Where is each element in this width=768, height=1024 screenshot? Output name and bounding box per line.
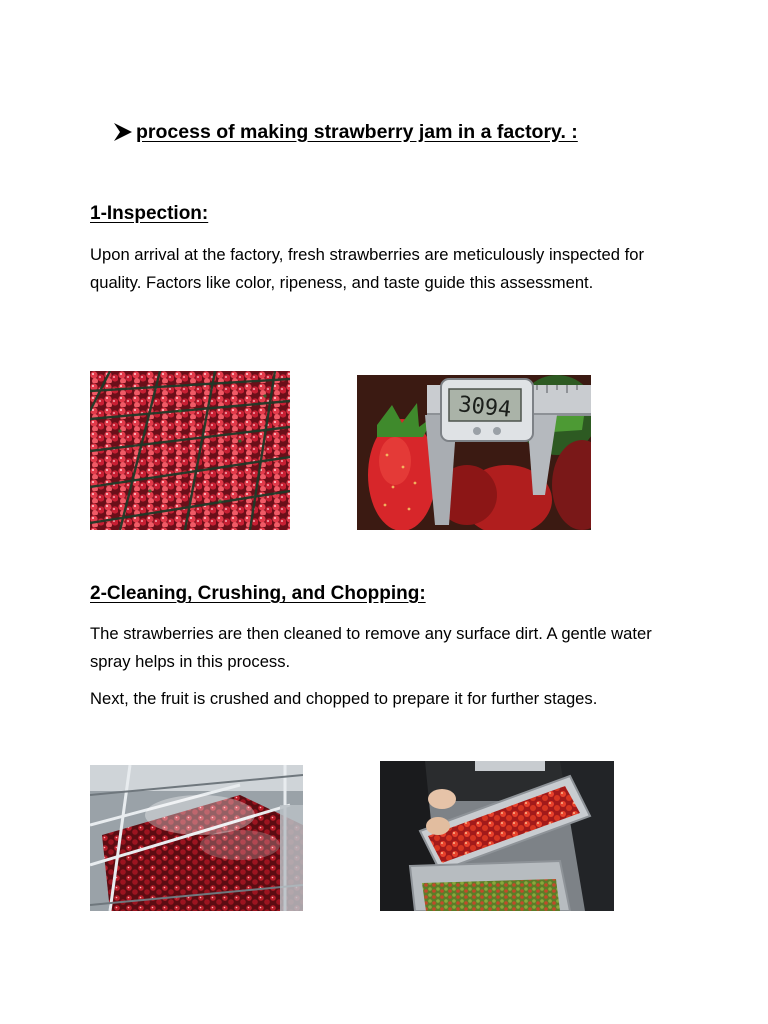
photo-washing-line (90, 765, 303, 911)
document-title: process of making strawberry jam in a factory. : (136, 120, 578, 143)
photo-chopping-trays (380, 761, 614, 911)
title-row (112, 116, 712, 148)
paragraph-crushing: Next, the fruit is crushed and chopped to prepare it for further stages. (90, 689, 598, 708)
section-heading-inspection: 1-Inspection: (90, 203, 209, 224)
paragraph-cleaning: The strawberries are then cleaned to remove any surface dirt. A gentle water spray helps in this process. (90, 624, 652, 671)
photo-strawberry-crates (90, 371, 290, 530)
caliper-display-reading: 3094 (457, 392, 513, 423)
photo-caliper-measurement (357, 375, 591, 530)
paragraph-inspection: Upon arrival at the factory, fresh strawberries are meticulously inspected for quality. Factors like color, ripeness, and taste guide this assessment. (90, 245, 644, 292)
section-heading-cleaning: 2-Cleaning, Crushing, and Chopping: (90, 583, 426, 604)
arrow-bullet-icon (112, 121, 134, 143)
